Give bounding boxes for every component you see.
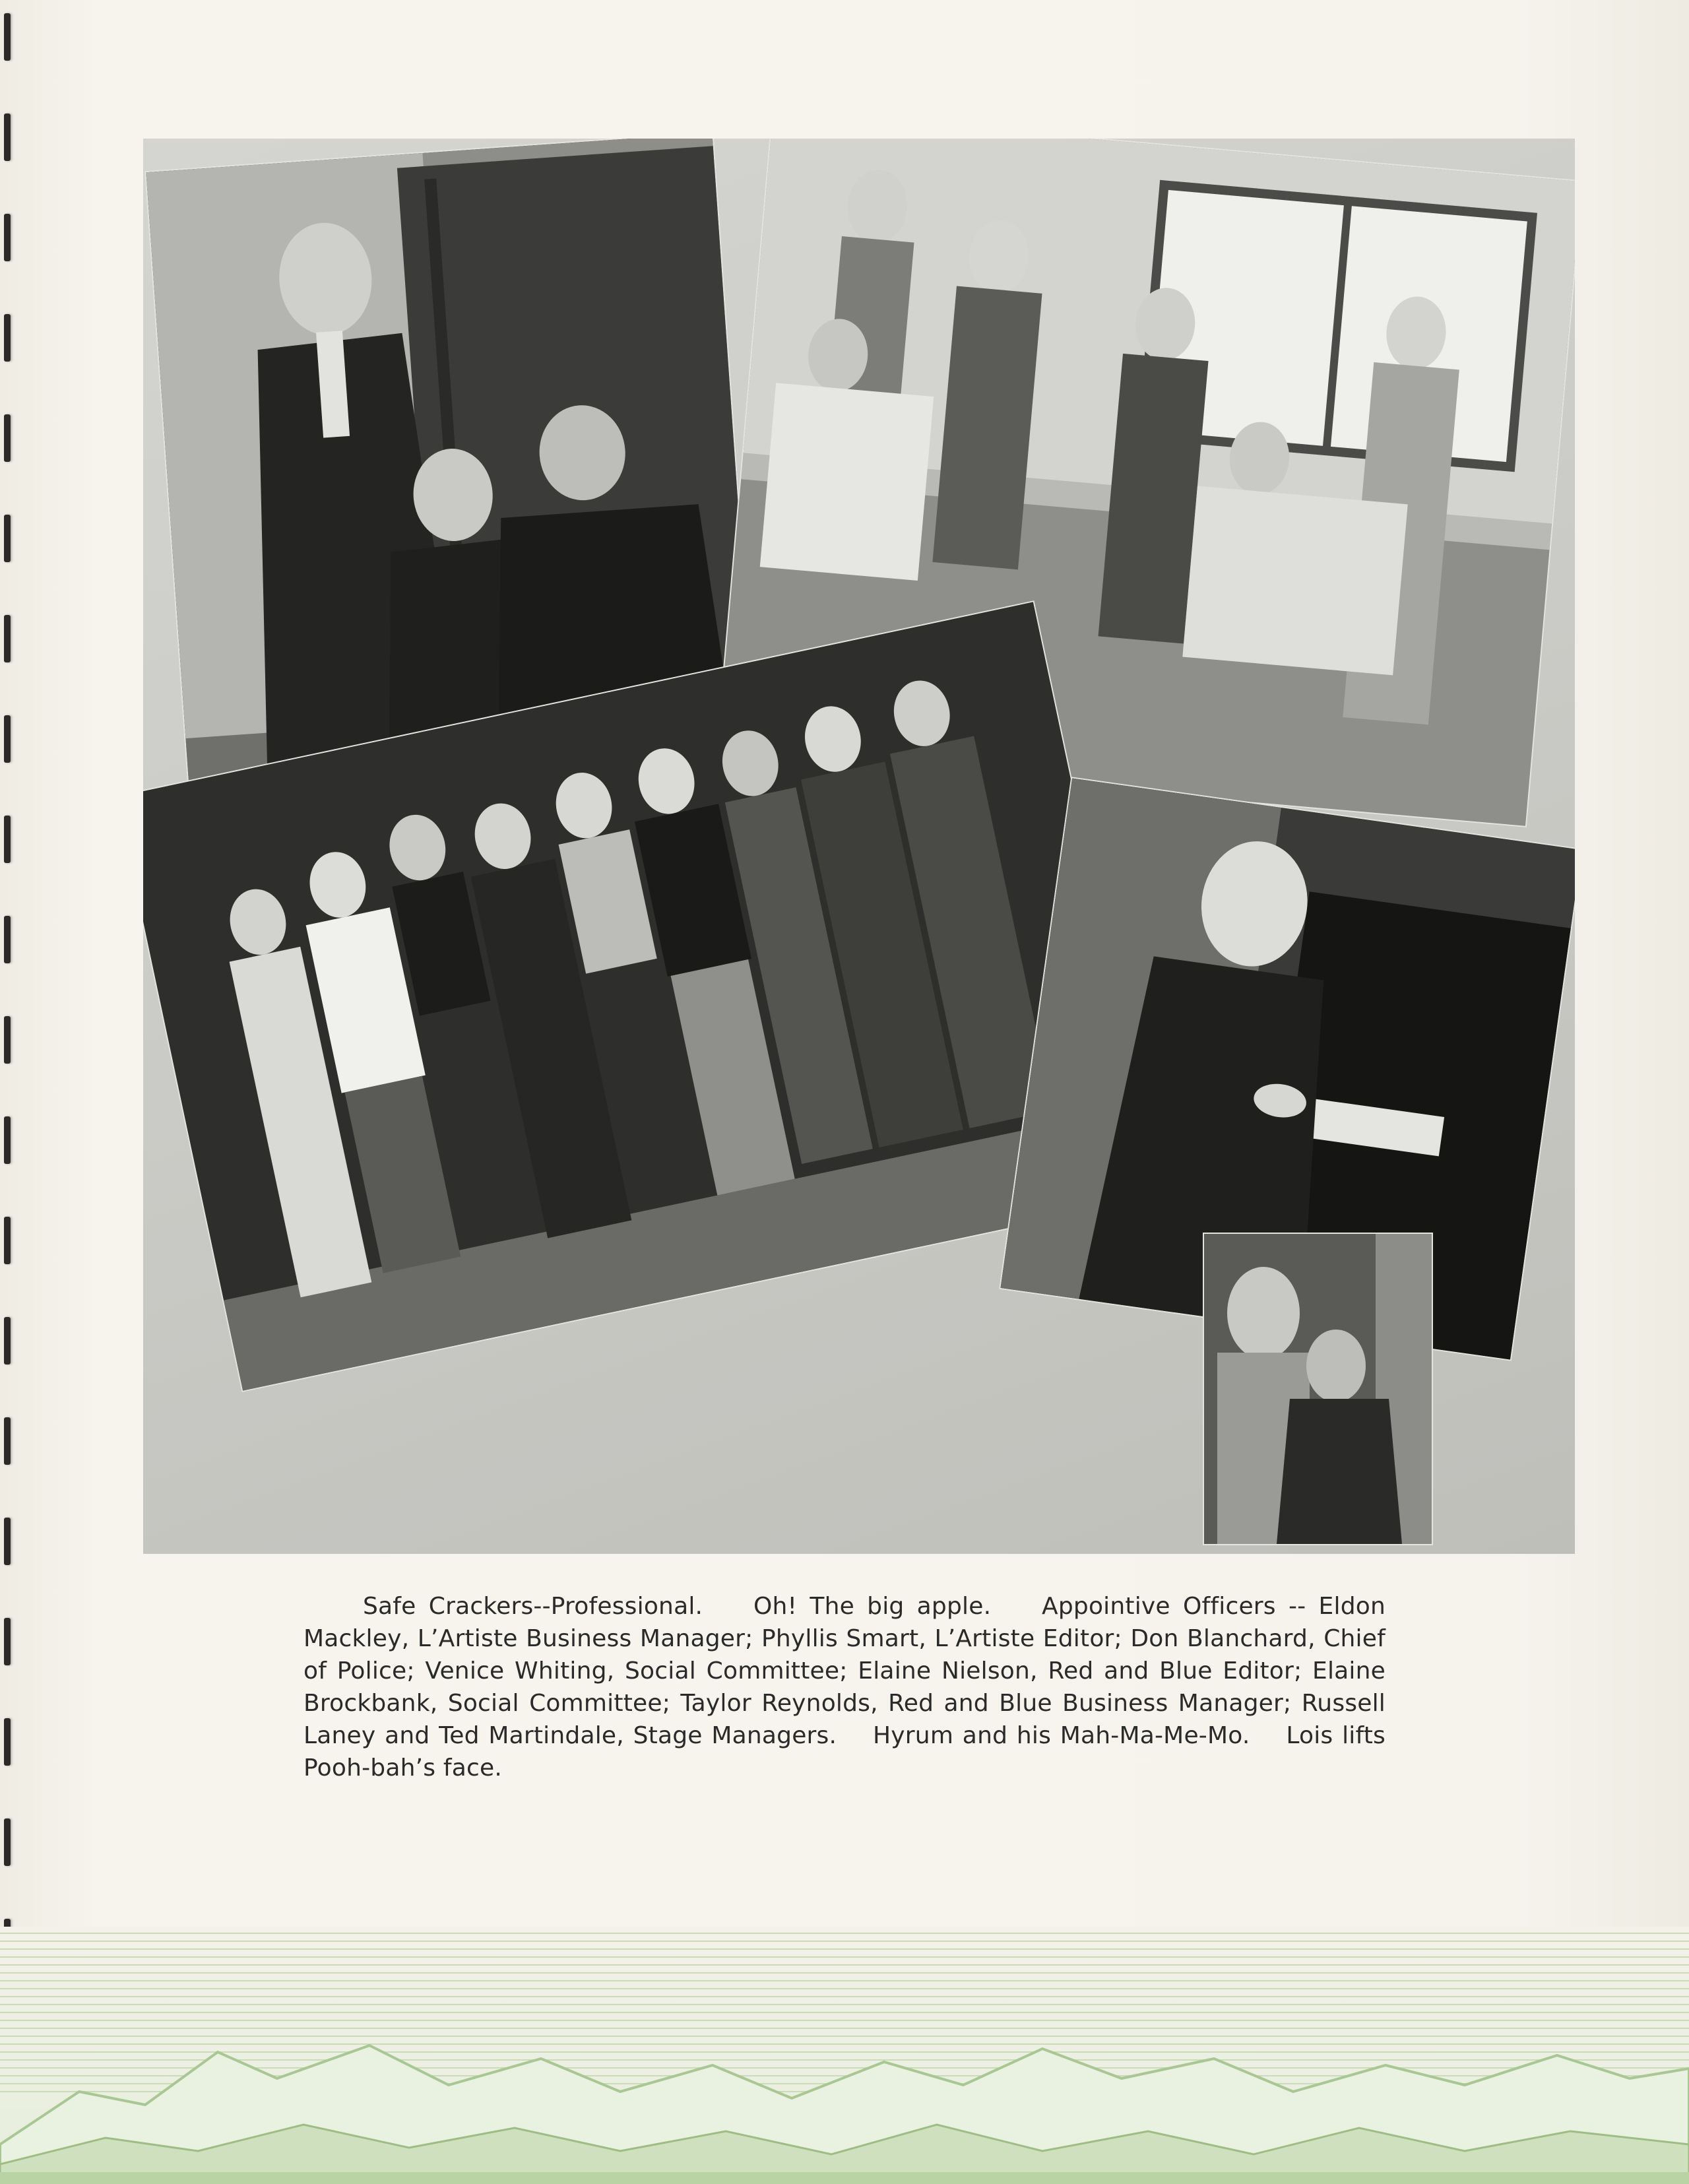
- binding-hole: [4, 1016, 11, 1064]
- binding-hole: [4, 113, 11, 161]
- caption-big-apple: Oh! The big apple.: [753, 1593, 992, 1620]
- binding-hole: [4, 1818, 11, 1866]
- photo-collage: [143, 139, 1575, 1554]
- binding-hole: [4, 214, 11, 261]
- binding-hole: [4, 1116, 11, 1164]
- photo-caption: [303, 1590, 1386, 1784]
- photo-lois-poohbah-image: [1204, 1234, 1432, 1544]
- mountain-border-decoration: [0, 1927, 1689, 2184]
- binding-hole: [4, 13, 11, 61]
- binding-hole: [4, 916, 11, 963]
- binding-hole: [4, 816, 11, 863]
- spiral-binding: [0, 0, 26, 2184]
- binding-hole: [4, 715, 11, 763]
- binding-hole: [4, 314, 11, 362]
- mountain-illustration: [0, 1927, 1689, 2184]
- binding-hole: [4, 1718, 11, 1766]
- binding-hole: [4, 615, 11, 662]
- caption-lois: Lois lifts Pooh-bah’s face.: [303, 1722, 1386, 1782]
- binding-hole: [4, 1217, 11, 1264]
- caption-hyrum: Hyrum and his Mah-Ma-Me-Mo.: [873, 1722, 1250, 1749]
- binding-hole: [4, 1518, 11, 1565]
- binding-hole: [4, 1618, 11, 1665]
- caption-appointive-officers: Appointive Officers -- Eldon Mackley, L’Artiste Business Manager; Phyllis Smart, L’Artiste Editor; Don Blanchard, Chief of Police; Venice Whiting, Social Committee; Elaine Nielson, Red and Blue Editor; Elaine Brockbank, Social Committee; Taylor Reynolds, Red and Blue Business Manager; Russell Laney and Ted Martindale, Stage Managers.: [303, 1593, 1386, 1749]
- binding-hole: [4, 515, 11, 562]
- binding-hole: [4, 414, 11, 462]
- binding-hole: [4, 1417, 11, 1465]
- photo-lois-poohbah: [1204, 1234, 1432, 1544]
- caption-safe-crackers: Safe Crackers--Professional.: [363, 1593, 703, 1620]
- binding-hole: [4, 1317, 11, 1365]
